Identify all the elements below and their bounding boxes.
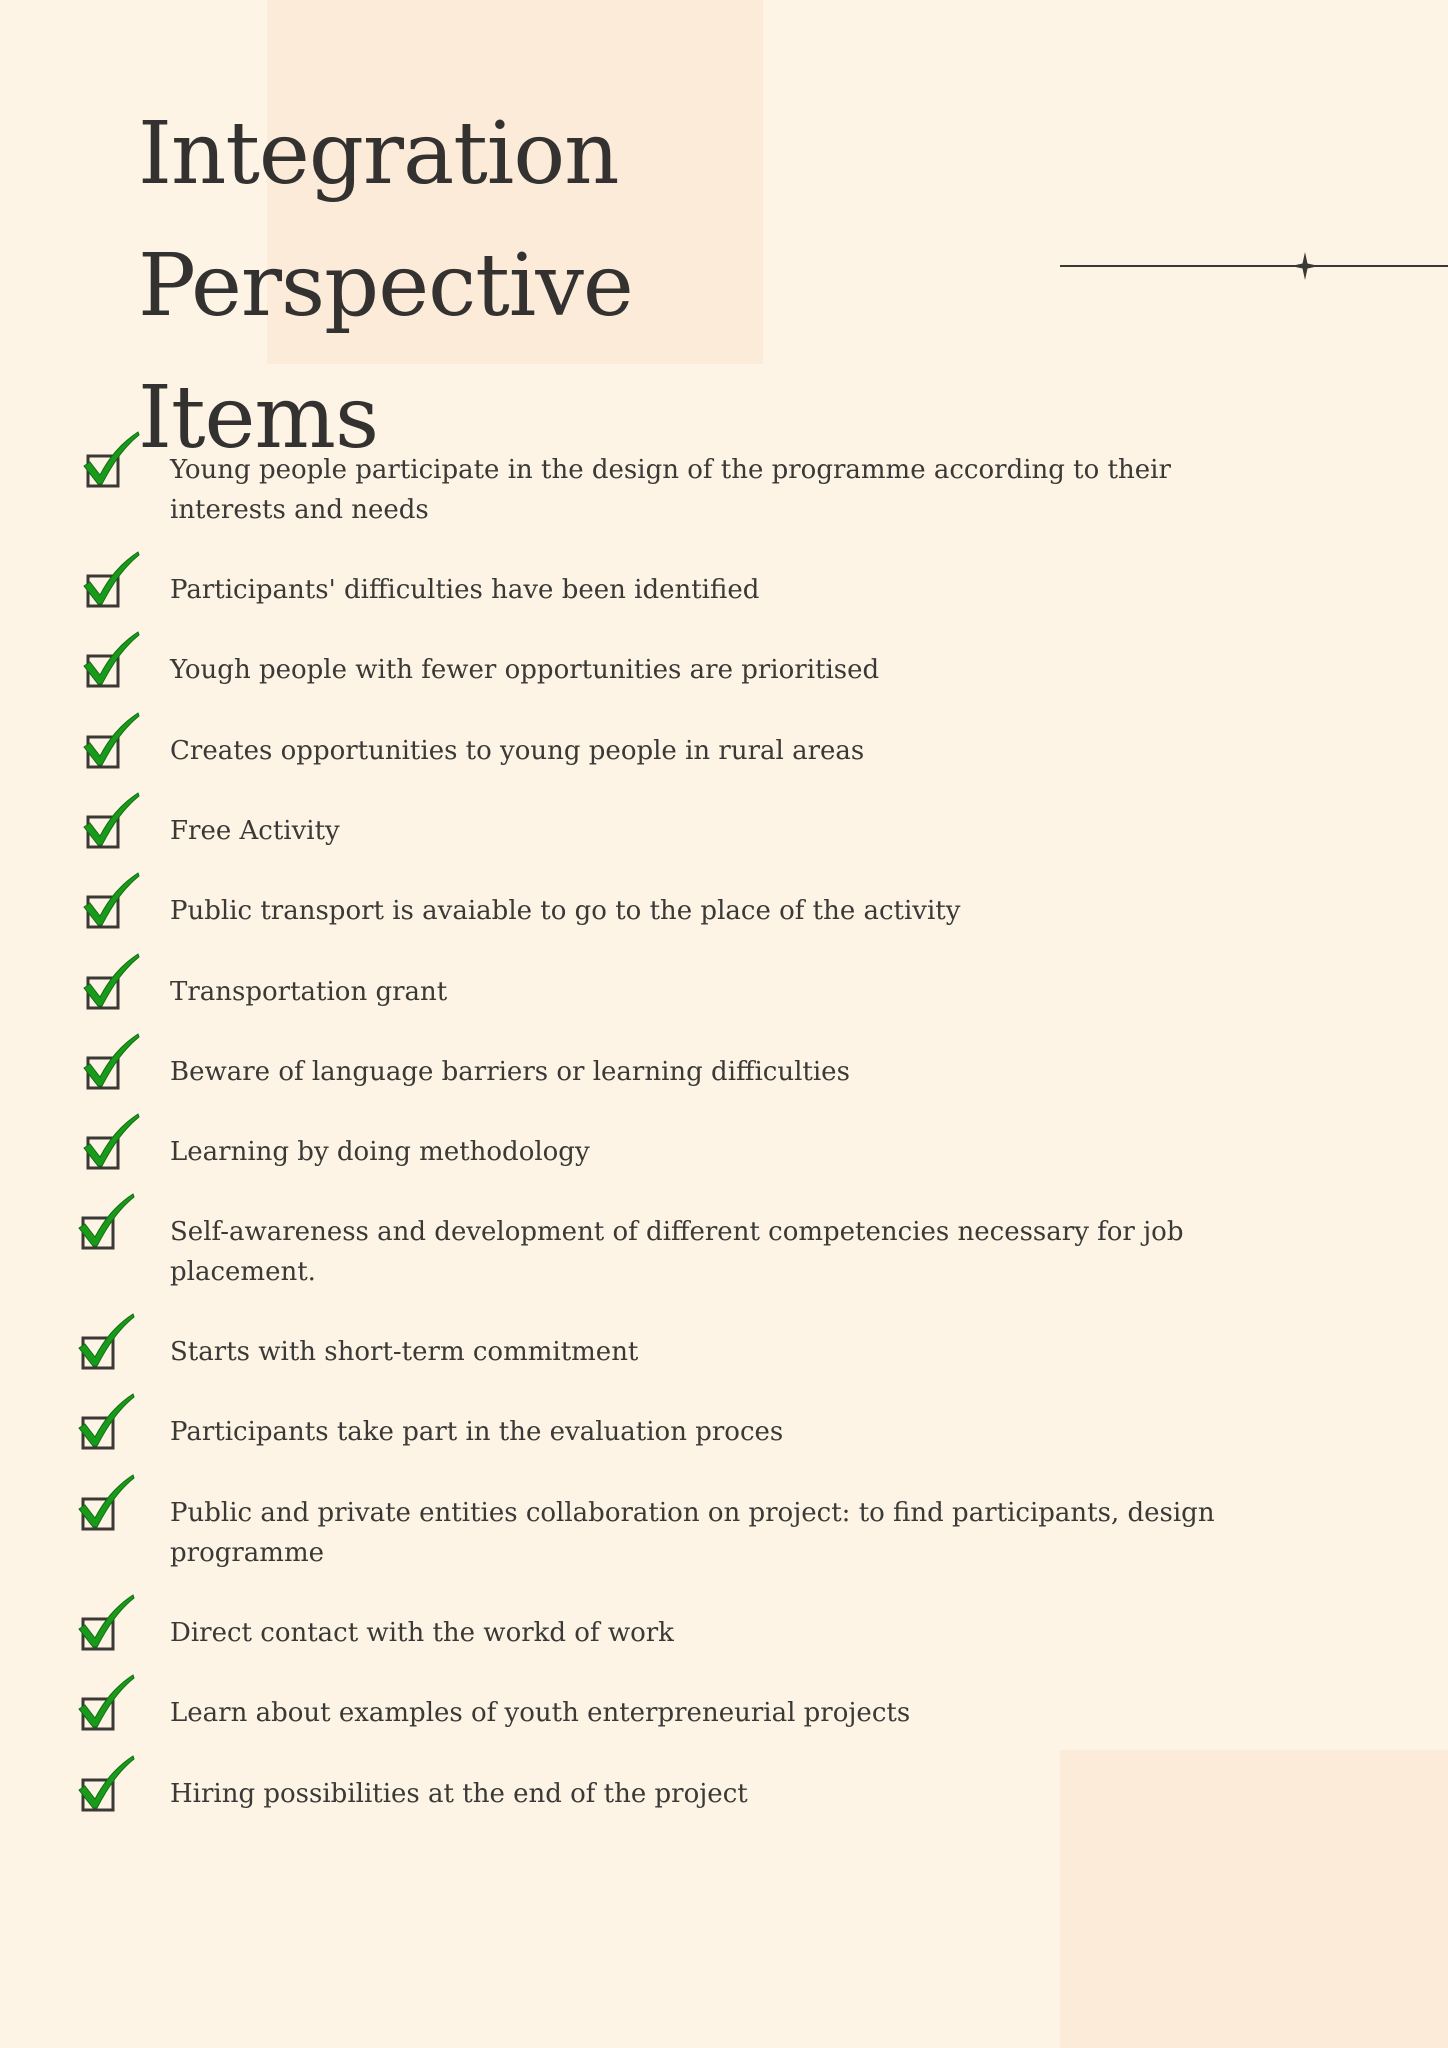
checklist-item-text: Starts with short-term commitment xyxy=(170,1337,639,1367)
checklist-item-text: Transportation grant xyxy=(170,977,448,1007)
checkmark-icon xyxy=(71,1388,137,1454)
sparkle-icon xyxy=(1291,252,1319,280)
checkmark-icon xyxy=(76,948,142,1014)
checkmark-icon xyxy=(71,1469,137,1535)
decorative-divider-line xyxy=(1060,265,1448,267)
checkmark-icon xyxy=(76,1028,142,1094)
checkmark-icon xyxy=(71,1308,137,1374)
checkmark-icon xyxy=(76,1108,142,1174)
checkmark-icon xyxy=(71,1188,137,1254)
checkmark-icon xyxy=(76,626,142,692)
checklist-item-text: Participants take part in the evaluation proces xyxy=(170,1417,784,1447)
checklist-item-text: Creates opportunities to young people in rural areas xyxy=(170,736,865,766)
checklist-item-text: Direct contact with the workd of work xyxy=(170,1618,674,1648)
page-title-line-2: Items xyxy=(138,368,379,468)
checkmark-icon xyxy=(76,707,142,773)
page-title xyxy=(138,88,1138,484)
checklist-item-text: Hiring possibilities at the end of the project xyxy=(170,1779,748,1809)
checkmark-icon xyxy=(76,546,142,612)
checkmark-icon xyxy=(71,1669,137,1735)
checklist-item-text: Young people participate in the design of the programme according to their interests and needs xyxy=(170,455,1171,525)
checklist-item-text: Learning by doing methodology xyxy=(170,1137,590,1167)
checkmark-icon xyxy=(76,787,142,853)
checklist-item-text: Participants' difficulties have been identified xyxy=(170,575,760,605)
checklist-item-text: Self-awareness and development of different competencies necessary for job placement. xyxy=(170,1217,1184,1287)
checklist-item-text: Yough people with fewer opportunities are prioritised xyxy=(170,655,880,685)
page-title-line-1: Integration Perspective xyxy=(138,104,633,336)
checkmark-icon xyxy=(76,867,142,933)
checklist-item-text: Public transport is avaiable to go to the place of the activity xyxy=(170,896,961,926)
checklist-item-text: Beware of language barriers or learning difficulties xyxy=(170,1057,850,1087)
checklist-item-text: Learn about examples of youth enterpreneurial projects xyxy=(170,1698,911,1728)
checklist-item-text: Free Activity xyxy=(170,816,340,846)
checkmark-icon xyxy=(71,1750,137,1816)
checkmark-icon xyxy=(76,426,142,492)
checklist-item-text: Public and private entities collaboration on project: to find participants, design programme xyxy=(170,1498,1215,1568)
checkmark-icon xyxy=(71,1589,137,1655)
